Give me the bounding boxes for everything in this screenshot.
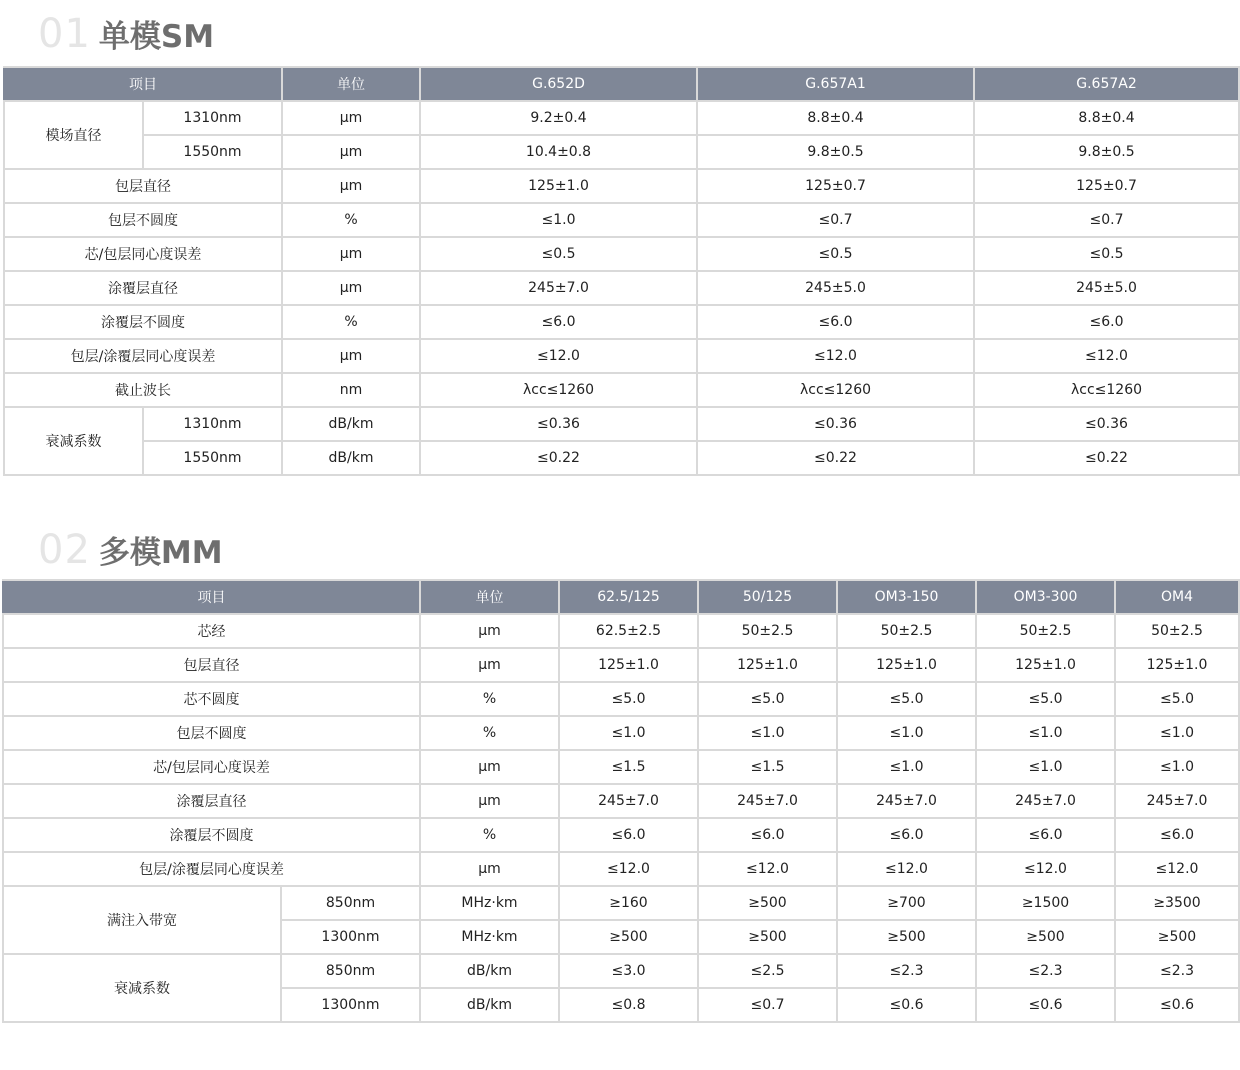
row-unit: μm [282, 339, 420, 373]
cell-value: 125±1.0 [559, 648, 698, 682]
cell-value: 245±7.0 [837, 784, 976, 818]
cell-value: ≤0.36 [697, 407, 974, 441]
cell-value: 245±7.0 [1115, 784, 1239, 818]
cell-value: 245±7.0 [420, 271, 697, 305]
cell-value: 125±1.0 [976, 648, 1115, 682]
row-sublabel: 1300nm [281, 988, 420, 1022]
cell-value: ≤1.5 [559, 750, 698, 784]
row-unit: μm [420, 784, 559, 818]
cell-value: ≤1.0 [698, 716, 837, 750]
row-unit: dB/km [420, 954, 559, 988]
cell-value: 245±7.0 [698, 784, 837, 818]
cell-value: 8.8±0.4 [974, 101, 1239, 135]
cell-value: ≤12.0 [559, 852, 698, 886]
row-label: 涂覆层不圆度 [3, 818, 420, 852]
cell-value: ≤12.0 [420, 339, 697, 373]
cell-value: ≥700 [837, 886, 976, 920]
header-om4: OM4 [1115, 580, 1239, 614]
mm-section-title [38, 527, 223, 580]
cell-value: ≤0.6 [837, 988, 976, 1022]
row-sublabel: 850nm [281, 954, 420, 988]
cell-value: 50±2.5 [837, 614, 976, 648]
cell-value: ≤6.0 [837, 818, 976, 852]
cell-value: ≤6.0 [697, 305, 974, 339]
row-label: 模场直径 [4, 101, 143, 169]
header-om3-300: OM3-300 [976, 580, 1115, 614]
cell-value: ≤0.5 [697, 237, 974, 271]
cell-value: ≤2.3 [837, 954, 976, 988]
cell-value: ≤6.0 [698, 818, 837, 852]
row-unit: μm [282, 169, 420, 203]
cell-value: ≤12.0 [697, 339, 974, 373]
row-unit: μm [282, 135, 420, 169]
cell-value: ≤5.0 [559, 682, 698, 716]
cell-value: ≤0.5 [974, 237, 1239, 271]
cell-value: ≤6.0 [420, 305, 697, 339]
cell-value: ≤1.0 [837, 716, 976, 750]
cell-value: ≥500 [837, 920, 976, 954]
table-row [3, 682, 1239, 716]
header-g652d: G.652D [420, 67, 697, 101]
row-unit: nm [282, 373, 420, 407]
table-row [4, 135, 1239, 169]
cell-value: ≤6.0 [559, 818, 698, 852]
cell-value: 9.2±0.4 [420, 101, 697, 135]
row-sublabel: 850nm [281, 886, 420, 920]
row-unit: μm [420, 648, 559, 682]
table-row [3, 716, 1239, 750]
table-row [4, 305, 1239, 339]
table-row [4, 441, 1239, 475]
row-label: 涂覆层直径 [3, 784, 420, 818]
row-sublabel: 1550nm [143, 441, 282, 475]
row-label: 芯/包层同心度误差 [4, 237, 282, 271]
cell-value: ≤5.0 [837, 682, 976, 716]
cell-value: λcc≤1260 [697, 373, 974, 407]
cell-value: ≤0.7 [974, 203, 1239, 237]
row-unit: MHz·km [420, 920, 559, 954]
cell-value: 125±1.0 [837, 648, 976, 682]
cell-value: ≤2.3 [1115, 954, 1239, 988]
row-label: 满注入带宽 [3, 886, 281, 954]
cell-value: ≤1.5 [698, 750, 837, 784]
cell-value: ≤0.22 [697, 441, 974, 475]
cell-value: 125±0.7 [697, 169, 974, 203]
row-unit: μm [282, 271, 420, 305]
cell-value: ≥500 [698, 920, 837, 954]
cell-value: ≤0.7 [697, 203, 974, 237]
cell-value: ≥500 [1115, 920, 1239, 954]
table-row [4, 373, 1239, 407]
row-unit: μm [420, 852, 559, 886]
cell-value: 9.8±0.5 [697, 135, 974, 169]
cell-value: ≤0.8 [559, 988, 698, 1022]
cell-value: 50±2.5 [1115, 614, 1239, 648]
row-label: 芯经 [3, 614, 420, 648]
row-label: 截止波长 [4, 373, 282, 407]
row-sublabel: 1550nm [143, 135, 282, 169]
cell-value: ≤0.22 [974, 441, 1239, 475]
row-unit: μm [420, 750, 559, 784]
cell-value: ≤1.0 [1115, 716, 1239, 750]
cell-value: ≤0.7 [698, 988, 837, 1022]
row-sublabel: 1300nm [281, 920, 420, 954]
row-unit: % [282, 305, 420, 339]
cell-value: 62.5±2.5 [559, 614, 698, 648]
row-unit: μm [282, 101, 420, 135]
cell-value: λcc≤1260 [974, 373, 1239, 407]
row-unit: % [420, 682, 559, 716]
cell-value: 8.8±0.4 [697, 101, 974, 135]
cell-value: ≤12.0 [698, 852, 837, 886]
cell-value: 245±7.0 [976, 784, 1115, 818]
cell-value: ≤1.0 [976, 716, 1115, 750]
cell-value: ≤6.0 [1115, 818, 1239, 852]
cell-value: 245±5.0 [974, 271, 1239, 305]
cell-value: ≤12.0 [976, 852, 1115, 886]
cell-value: ≤2.5 [698, 954, 837, 988]
cell-value: ≤1.0 [837, 750, 976, 784]
cell-value: ≤6.0 [974, 305, 1239, 339]
header-62-5-125: 62.5/125 [559, 580, 698, 614]
cell-value: 10.4±0.8 [420, 135, 697, 169]
cell-value: ≤0.36 [974, 407, 1239, 441]
cell-value: ≤0.36 [420, 407, 697, 441]
cell-value: 245±7.0 [559, 784, 698, 818]
table-row [3, 614, 1239, 648]
table-row [3, 954, 1239, 988]
header-unit: 单位 [420, 580, 559, 614]
cell-value: 245±5.0 [697, 271, 974, 305]
single-mode-spec-table [3, 66, 1240, 476]
row-label: 芯不圆度 [3, 682, 420, 716]
table-row [4, 101, 1239, 135]
cell-value: 125±0.7 [974, 169, 1239, 203]
row-unit: μm [420, 614, 559, 648]
table-row [4, 271, 1239, 305]
header-om3-150: OM3-150 [837, 580, 976, 614]
row-label: 包层直径 [3, 648, 420, 682]
table-row [3, 852, 1239, 886]
cell-value: ≤12.0 [974, 339, 1239, 373]
row-label: 涂覆层不圆度 [4, 305, 282, 339]
row-unit: dB/km [282, 441, 420, 475]
cell-value: 50±2.5 [976, 614, 1115, 648]
cell-value: ≤12.0 [1115, 852, 1239, 886]
cell-value: λcc≤1260 [420, 373, 697, 407]
cell-value: ≤5.0 [976, 682, 1115, 716]
row-unit: MHz·km [420, 886, 559, 920]
row-sublabel: 1310nm [143, 101, 282, 135]
cell-value: 125±1.0 [1115, 648, 1239, 682]
cell-value: ≥160 [559, 886, 698, 920]
header-50-125: 50/125 [698, 580, 837, 614]
row-label: 衰减系数 [4, 407, 143, 475]
table-row [3, 648, 1239, 682]
multi-mode-spec-table [2, 579, 1240, 1023]
table-row [4, 237, 1239, 271]
sm-section-label: 单模SM [98, 19, 215, 55]
row-unit: % [420, 716, 559, 750]
cell-value: ≤6.0 [976, 818, 1115, 852]
cell-value: ≤1.0 [420, 203, 697, 237]
row-label: 包层/涂覆层同心度误差 [3, 852, 420, 886]
table-header-row [4, 67, 1239, 101]
table-row [4, 203, 1239, 237]
sm-section-title [38, 11, 215, 64]
sm-section-number: 01 [38, 11, 91, 57]
row-label: 衰减系数 [3, 954, 281, 1022]
table-header-row [3, 580, 1239, 614]
row-unit: % [420, 818, 559, 852]
row-label: 包层不圆度 [4, 203, 282, 237]
table-row [3, 886, 1239, 920]
cell-value: ≥500 [559, 920, 698, 954]
cell-value: ≤0.22 [420, 441, 697, 475]
cell-value: 9.8±0.5 [974, 135, 1239, 169]
row-label: 涂覆层直径 [4, 271, 282, 305]
header-g657a2: G.657A2 [974, 67, 1239, 101]
cell-value: ≥500 [976, 920, 1115, 954]
cell-value: ≤0.6 [1115, 988, 1239, 1022]
cell-value: ≤12.0 [837, 852, 976, 886]
header-unit: 单位 [282, 67, 420, 101]
table-row [3, 784, 1239, 818]
cell-value: 125±1.0 [698, 648, 837, 682]
mm-section-number: 02 [38, 527, 91, 573]
row-unit: dB/km [420, 988, 559, 1022]
table-row [3, 818, 1239, 852]
header-g657a1: G.657A1 [697, 67, 974, 101]
cell-value: ≤3.0 [559, 954, 698, 988]
row-label: 包层直径 [4, 169, 282, 203]
cell-value: ≤1.0 [559, 716, 698, 750]
table-row [4, 169, 1239, 203]
cell-value: ≤1.0 [976, 750, 1115, 784]
cell-value: ≥3500 [1115, 886, 1239, 920]
header-item: 项目 [3, 580, 420, 614]
cell-value: ≤0.5 [420, 237, 697, 271]
table-row [3, 750, 1239, 784]
table-row [4, 407, 1239, 441]
header-item: 项目 [4, 67, 282, 101]
row-unit: dB/km [282, 407, 420, 441]
mm-section-label: 多模MM [98, 535, 223, 571]
row-label: 包层/涂覆层同心度误差 [4, 339, 282, 373]
row-label: 包层不圆度 [3, 716, 420, 750]
row-label: 芯/包层同心度误差 [3, 750, 420, 784]
cell-value: 125±1.0 [420, 169, 697, 203]
cell-value: ≤5.0 [1115, 682, 1239, 716]
cell-value: ≤2.3 [976, 954, 1115, 988]
cell-value: ≤0.6 [976, 988, 1115, 1022]
cell-value: ≥1500 [976, 886, 1115, 920]
cell-value: ≤5.0 [698, 682, 837, 716]
cell-value: ≥500 [698, 886, 837, 920]
table-row [4, 339, 1239, 373]
cell-value: 50±2.5 [698, 614, 837, 648]
row-sublabel: 1310nm [143, 407, 282, 441]
cell-value: ≤1.0 [1115, 750, 1239, 784]
row-unit: μm [282, 237, 420, 271]
row-unit: % [282, 203, 420, 237]
